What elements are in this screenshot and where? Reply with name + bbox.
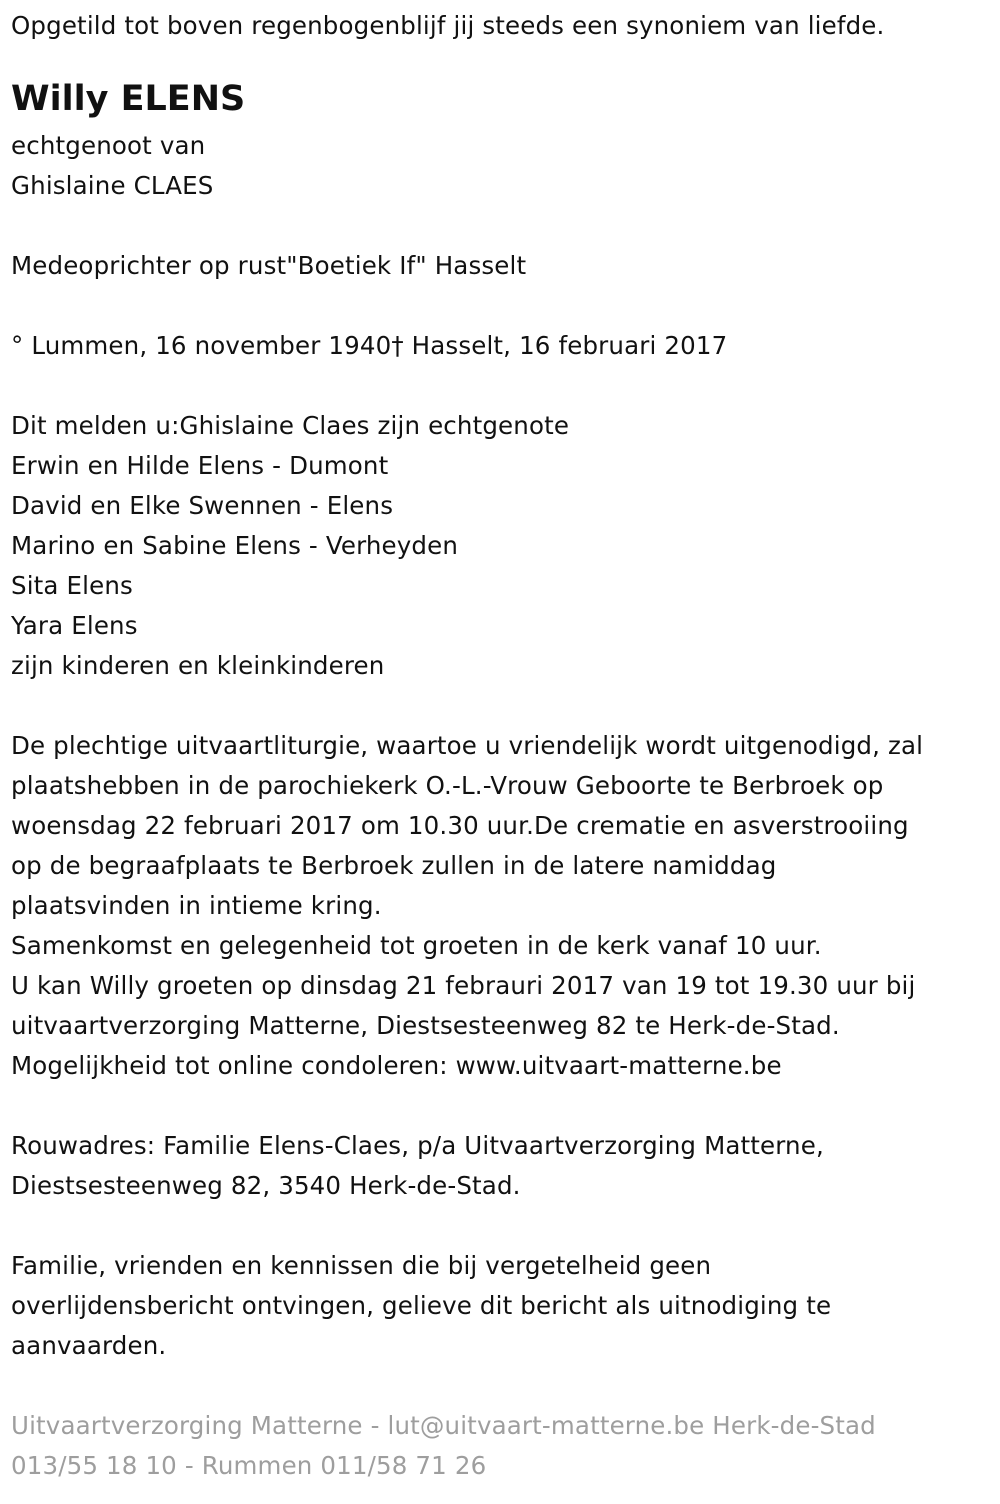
spacer xyxy=(11,686,996,726)
ceremony-line: Samenkomst en gelegenheid tot groeten in de kerk vanaf 10 uur. xyxy=(11,931,822,960)
address-line: Diestsesteenweg 82, 3540 Herk-de-Stad. xyxy=(11,1171,521,1200)
spacer xyxy=(11,206,996,246)
ceremony-line: woensdag 22 februari 2017 om 10.30 uur.De crematie en asverstrooiing xyxy=(11,811,909,840)
ceremony-line: uitvaartverzorging Matterne, Diestsesteenweg 82 te Herk-de-Stad. xyxy=(11,1011,840,1040)
ceremony-paragraph xyxy=(11,726,996,1086)
announcer-line: Marino en Sabine Elens - Verheyden xyxy=(11,531,459,560)
ceremony-line: U kan Willy groeten op dinsdag 21 febrauri 2017 van 19 tot 19.30 uur bij xyxy=(11,971,916,1000)
spacer xyxy=(11,366,996,406)
address-paragraph xyxy=(11,1126,996,1206)
announcer-line: zijn kinderen en kleinkinderen xyxy=(11,651,385,680)
relation-text: echtgenoot van xyxy=(11,131,206,160)
announcer-line: Sita Elens xyxy=(11,571,133,600)
deceased-name: Willy ELENS xyxy=(11,79,246,119)
announcer-line: David en Elke Swennen - Elens xyxy=(11,491,394,520)
spacer xyxy=(11,1206,996,1246)
announcer-line: Dit melden u:Ghislaine Claes zijn echtgenote xyxy=(11,411,570,440)
announcers-list xyxy=(11,406,996,686)
ceremony-line: op de begraafplaats te Berbroek zullen in de latere namiddag xyxy=(11,851,777,880)
footer xyxy=(11,1406,996,1486)
spacer xyxy=(11,1366,996,1406)
ceremony-line: Mogelijkheid tot online condoleren: www.uitvaart-matterne.be xyxy=(11,1051,782,1080)
spacer xyxy=(11,286,996,326)
ceremony-line: De plechtige uitvaartliturgie, waartoe u vriendelijk wordt uitgenodigd, zal xyxy=(11,731,924,760)
occupation-text: Medeoprichter op rust"Boetiek If" Hasselt xyxy=(11,251,527,280)
spacer xyxy=(11,1086,996,1126)
footer-line: 013/55 18 10 - Rummen 011/58 71 26 xyxy=(11,1451,487,1480)
motto: Opgetild tot boven regenbogenblijf jij steeds een synoniem van liefde. xyxy=(11,11,885,40)
notice-paragraph xyxy=(11,1246,996,1366)
notice-line: Familie, vrienden en kennissen die bij vergetelheid geen xyxy=(11,1251,712,1280)
address-line: Rouwadres: Familie Elens-Claes, p/a Uitvaartverzorging Matterne, xyxy=(11,1131,824,1160)
ceremony-line: plaatshebben in de parochiekerk O.-L.-Vrouw Geboorte te Berbroek op xyxy=(11,771,884,800)
notice-line: aanvaarden. xyxy=(11,1331,167,1360)
spouse-name: Ghislaine CLAES xyxy=(11,171,214,200)
announcer-line: Erwin en Hilde Elens - Dumont xyxy=(11,451,389,480)
footer-line: Uitvaartverzorging Matterne - lut@uitvaart-matterne.be Herk-de-Stad xyxy=(11,1411,876,1440)
notice-line: overlijdensbericht ontvingen, gelieve dit bericht als uitnodiging te xyxy=(11,1291,832,1320)
announcer-line: Yara Elens xyxy=(11,611,138,640)
death-notice xyxy=(11,6,996,1486)
ceremony-line: plaatsvinden in intieme kring. xyxy=(11,891,382,920)
birth-death-dates: ° Lummen, 16 november 1940† Hasselt, 16 februari 2017 xyxy=(11,331,728,360)
